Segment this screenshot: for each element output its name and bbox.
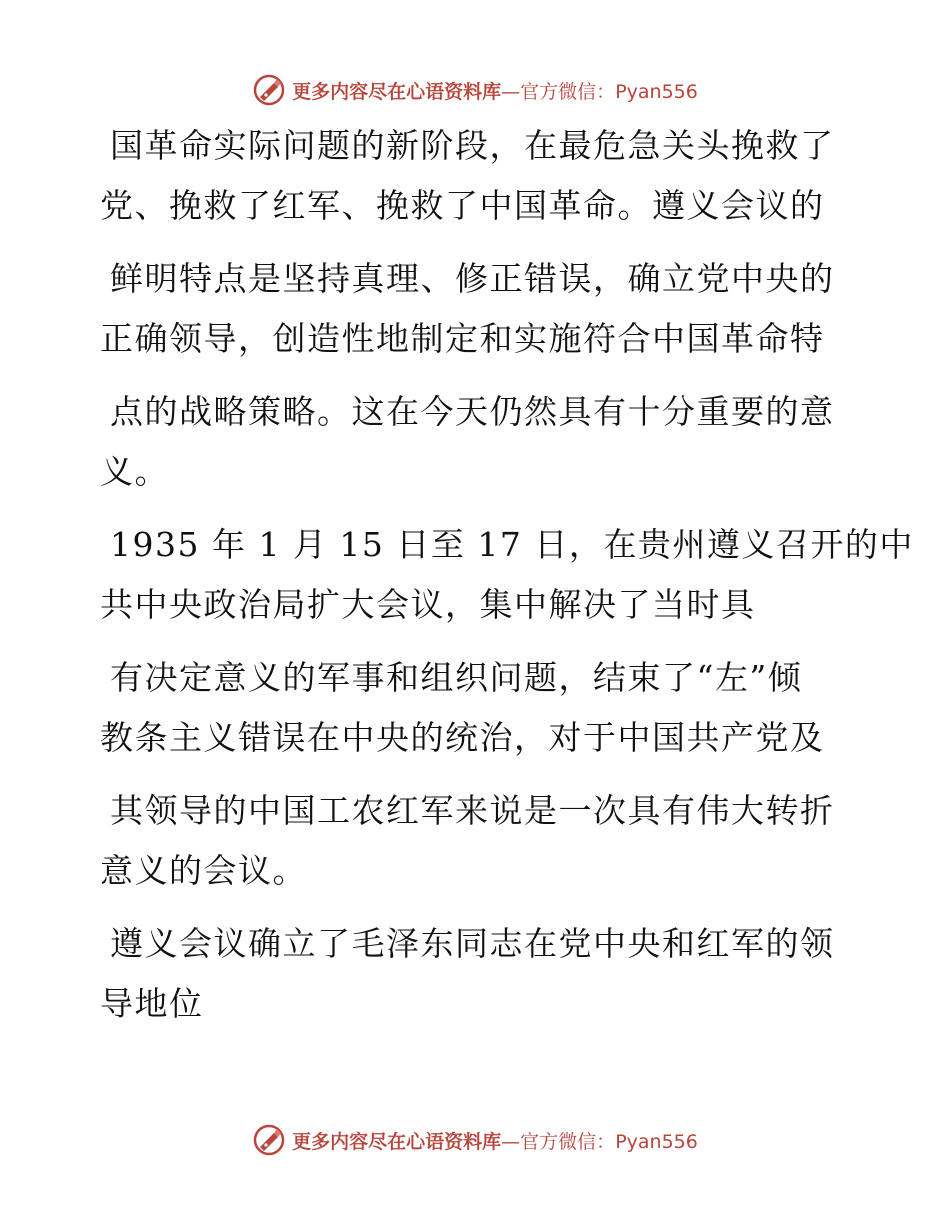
pen-nib-logo-icon [252, 1123, 286, 1157]
footer-watermark [0, 1120, 950, 1160]
header-watermark [0, 70, 950, 110]
body-line: 教条主义错误在中央的统治，对于中国共产党及 [100, 718, 825, 757]
pen-nib-logo-icon [252, 73, 286, 107]
body-line: 共中央政治局扩大会议，集中解决了当时具 [100, 585, 756, 624]
body-line: 导地位 [100, 984, 204, 1023]
body-line: 鲜明特点是坚持真理、修正错误，确立党中央的 [110, 259, 835, 298]
body-line: 1935 年 1 月 15 日至 17 日，在贵州遵义召开的中 [110, 525, 914, 564]
watermark-text: 更多内容尽在心语资料库—官方微信：Pyan556 [292, 80, 698, 103]
body-line: 党、挽救了红军、挽救了中国革命。遵义会议的 [100, 186, 825, 225]
body-line: 有决定意义的军事和组织问题，结束了“左”倾 [110, 658, 803, 697]
watermark-text: 更多内容尽在心语资料库—官方微信：Pyan556 [292, 1130, 698, 1153]
body-line: 意义的会议。 [100, 851, 307, 890]
body-line: 正确领导，创造性地制定和实施符合中国革命特 [100, 319, 825, 358]
body-line: 义。 [100, 452, 169, 491]
body-line: 其领导的中国工农红军来说是一次具有伟大转折 [110, 791, 835, 830]
body-line: 遵义会议确立了毛泽东同志在党中央和红军的领 [110, 924, 835, 963]
body-line: 国革命实际问题的新阶段，在最危急关头挽救了 [110, 126, 835, 165]
body-line: 点的战略策略。这在今天仍然具有十分重要的意 [110, 392, 835, 431]
